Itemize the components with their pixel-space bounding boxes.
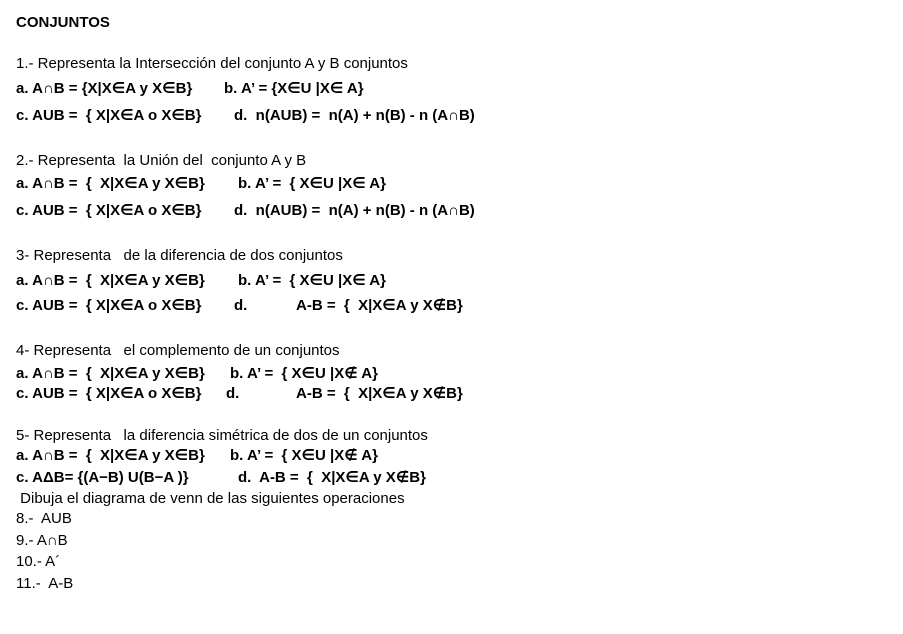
section-3-option-b: b. A’ = { X∈U |X∈ A}: [238, 272, 386, 289]
section-2-option-a: a. A∩B = { X|X∈A y X∈B}: [16, 175, 205, 192]
section-2-option-c: c. AUB = { X|X∈A o X∈B}: [16, 202, 202, 219]
section-3-option-d-value: A-B = { X|X∈A y X∉B}: [296, 297, 463, 314]
section-5-option-b: b. A’ = { X∈U |X∉ A}: [230, 447, 378, 464]
section-4-heading: 4- Representa el complemento de un conjuntos: [16, 342, 340, 359]
section-3-option-d: d.: [234, 297, 248, 314]
section-1-option-d: d. n(AUB) = n(A) + n(B) - n (A∩B): [234, 107, 475, 124]
section-1-option-b: b. A’ = {X∈U |X∈ A}: [224, 80, 364, 97]
section-1-option-c: c. AUB = { X|X∈A o X∈B}: [16, 107, 202, 124]
section-1-heading: 1.- Representa la Intersección del conjunto A y B conjuntos: [16, 55, 408, 72]
operation-item: 8.- AUB: [16, 510, 72, 527]
section-4-option-a: a. A∩B = { X|X∈A y X∈B}: [16, 365, 205, 382]
operation-item: 10.- A´: [16, 553, 61, 570]
document-title: CONJUNTOS: [16, 14, 110, 31]
section-4-option-d: d.: [226, 385, 240, 402]
section-3-option-a: a. A∩B = { X|X∈A y X∈B}: [16, 272, 205, 289]
section-4-option-b: b. A’ = { X∈U |X∉ A}: [230, 365, 378, 382]
section-5-option-a: a. A∩B = { X|X∈A y X∈B}: [16, 447, 205, 464]
section-4-option-c: c. AUB = { X|X∈A o X∈B}: [16, 385, 202, 402]
section-5-option-c: c. AΔB= {(A−B) U(B−A )}: [16, 469, 189, 486]
section-2-option-b: b. A’ = { X∈U |X∈ A}: [238, 175, 386, 192]
section-5-heading: 5- Representa la diferencia simétrica de dos de un conjuntos: [16, 427, 428, 444]
section-4-option-d-value: A-B = { X|X∈A y X∉B}: [296, 385, 463, 402]
section-2-option-d: d. n(AUB) = n(A) + n(B) - n (A∩B): [234, 202, 475, 219]
section-3-option-c: c. AUB = { X|X∈A o X∈B}: [16, 297, 202, 314]
operation-item: 11.- A-B: [16, 575, 74, 592]
section-3-heading: 3- Representa de la diferencia de dos conjuntos: [16, 247, 343, 264]
section-5-option-d: d. A-B = { X|X∈A y X∉B}: [238, 469, 426, 486]
section-2-heading: 2.- Representa la Unión del conjunto A y B: [16, 152, 307, 169]
section-1-option-a: a. A∩B = {X|X∈A y X∈B}: [16, 80, 193, 97]
venn-instruction: Dibuja el diagrama de venn de las siguientes operaciones: [16, 490, 405, 507]
operation-item: 9.- A∩B: [16, 532, 68, 549]
